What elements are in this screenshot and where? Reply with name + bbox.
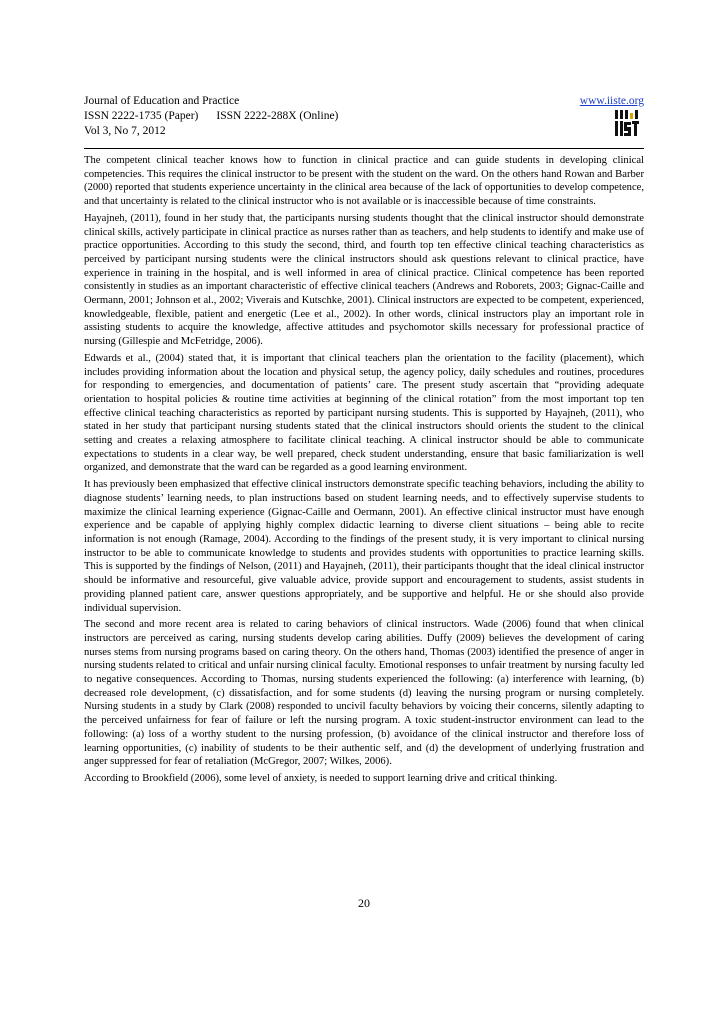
header-divider xyxy=(84,148,644,149)
paragraph: According to Brookfield (2006), some level of anxiety, is needed to support learning drive and critical thinking. xyxy=(84,772,558,784)
journal-title: Journal of Education and Practice xyxy=(84,95,240,107)
paragraph: The second and more recent area is related to caring behaviors of clinical instructors. Wade (2006) found that when clinical instructors are perceived as caring, nursing students develop caring abilities. Duffy (2009) believes the development of caring nurses stems from nursing programs based on caring theory. On the others hand, Thomas (2003) identified the presence of anger in nursing students related to critical and unfair nursing clinical faculty. Emotional responses to unfair treatment by nursing faculty led to negative consequences. According to Thomas, nursing students experienced the following: (a) interference with learning, (b) decreased role development, (c) dissatisfaction, and for some students (d) leaving the nursing program or nursing completely. Nursing students in a study by Clark (2008) responded to uncivil faculty behaviors by voicing their concerns, silently adapting to the perceived unfairness for fear of failure or left the nursing program. A toxic student-instructor environment can lead to the following: (a) loss of a worthy student to the nursing profession, (b) avoidance of the clinical instructor and therefore loss of learning opportunities, (c) inability of students to be their authentic self, and (d) the development of underlying frustration and anger suppressed for fear of retaliation (McGregor, 2007; Wilkes, 2006). xyxy=(84,619,644,768)
issn-line xyxy=(84,109,338,123)
paragraph: It has previously been emphasized that effective clinical instructors demonstrate specific teaching behaviors, including the ability to diagnose students’ learning needs, to plan instructions based on student learning needs, and to effectively supervise students to maximize the clinical learning experience (Gignac-Caille and Oermann, 2001). An effective clinical instructor must have enough experience and be capable of applying highly complex didactic learning to diverse client situations – being able to recite information is not enough (Ramage, 2004). According to the findings of the present study, it is very important to clinical nursing instructor to be able to communicate knowledge to students and provides students with opportunities to practice learning skills. This is supported by the findings of Nelson, (2011) and Hayajneh, (2011), their participants thought that the ideal clinical instructor should be informative and resourceful, give valuable advice, provide support and encouragement to students, assist students in providing planned patient care, answer questions appropriately, and be supportive and helpful. He or she should also provide individual supervision. xyxy=(84,479,644,614)
iiste-logo-icon xyxy=(614,110,640,137)
page-header xyxy=(84,94,644,146)
paragraph: Hayajneh, (2011), found in her study that, the participants nursing students thought that the clinical instructor should demonstrate clinical skills, actively participate in clinical practice as nurses rather than as teachers, and help students to identify and make use of practice opportunities. According to this study the second, third, and fourth top ten effective clinical teaching characteristics as perceived by participant nursing students were the clinical instructors should ask questions relevant to clinical practice, have experience in training in the hospital, and is well informed in area of clinical practice. Clinical competence has been reported consistently in studies as an important characteristic of effective clinical teachers (Andrews and Roborets, 2003; Gignac-Caille and Oermann, 2001; Johnson et al., 2002; Viverais and Kutschke, 2001). Clinical instructors are expected to be competent, experienced, knowledgeable, flexible, patient and energetic (Lee et al., 2002). In other words, clinical instructors play an important role in assisting students to acquire the knowledge, affective attitudes and psychomotor skills necessary for professional practice of nursing (Gillespie and McFetridge, 2006). xyxy=(84,212,644,348)
paragraph: Edwards et al., (2004) stated that, it is important that clinical teachers plan the orientation to the facility (placement), which includes providing information about the location and physical setup, the agency policy, daily schedules and routines, procedures for responding to emergencies, and documentation of patients’ care. The present study ascertain that “providing adequate orientation to hospital policies & routine time activities at beginning of the clinical rotation” from the most important top ten effective clinical teaching characteristics as reported by participant nursing students. This is supported by Hayajneh, (2011), who stated in her study that participant nursing students stated that the clinical instructors should orients the student to the clinical setting and creates a relaxing atmosphere to facilitate clinical teaching. A clinical instructor should be able to communicate expectations to students in a clear way, be well prepared, check student understanding, ensure that basic familiarization is well organized, and demonstrate that the ward can be regarded as a good learning environment. xyxy=(84,352,644,474)
page-number: 20 xyxy=(358,896,370,910)
issn-online: ISSN 2222-288X (Online) xyxy=(216,110,339,122)
issn-paper: ISSN 2222-1735 (Paper) xyxy=(84,110,199,122)
volume-issue: Vol 3, No 7, 2012 xyxy=(84,125,166,137)
article-body xyxy=(84,154,644,789)
paragraph: The competent clinical teacher knows how to function in clinical practice and can guide students in developing clinical competencies. This requires the clinical instructor to be present with the student on the ward. On the others hand Rowan and Barber (2000) reported that students experience uncertainty in the clinical area because of the lack of opportunities to develop competence, and that uncertainty is related to the clinical instructor who is not available or is inaccessible because of time constraints. xyxy=(84,155,644,208)
journal-url-link[interactable]: www.iiste.org xyxy=(579,95,644,107)
